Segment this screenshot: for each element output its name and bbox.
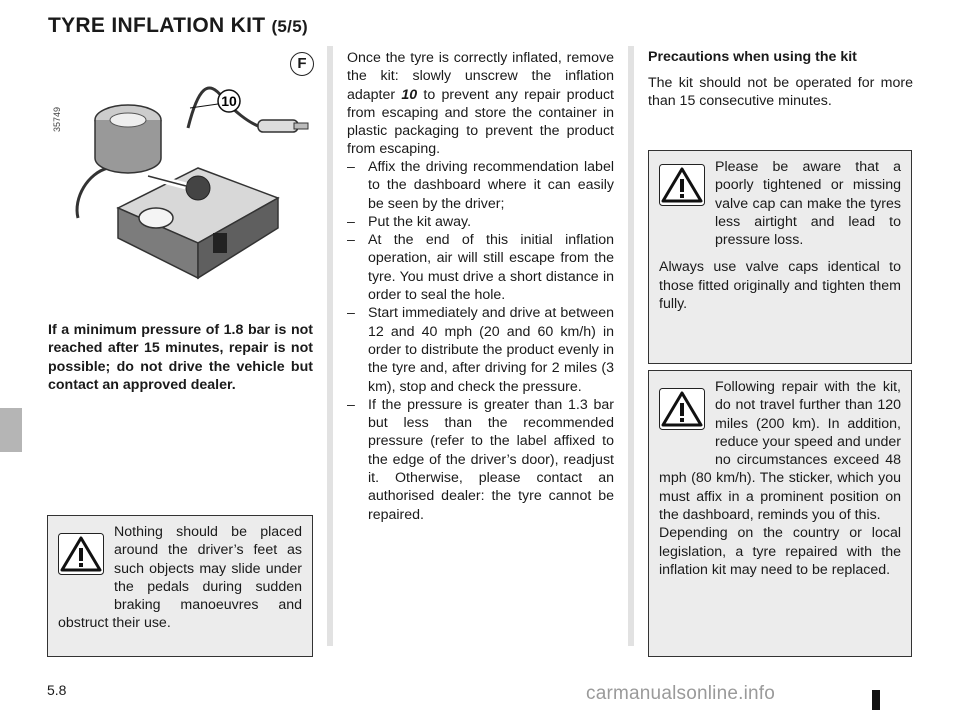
watermark: carmanualsonline.info (586, 683, 776, 704)
page-number: 5.8 (47, 682, 67, 698)
warning-box-valve-caps (648, 150, 912, 364)
column-divider (628, 46, 634, 646)
warning-box-text: Depending on the country or local legislation, a tyre repaired with the inflation kit may need to be replaced. (659, 525, 901, 578)
plug (258, 120, 298, 132)
container-label (110, 113, 146, 127)
page-title: TYRE INFLATION KIT (5/5) (48, 14, 308, 37)
callout-label: 10 (221, 93, 237, 109)
pressure-gauge (139, 208, 173, 228)
column-divider (327, 46, 333, 646)
warning-triangle-icon (659, 378, 715, 456)
compressor-socket (186, 176, 210, 200)
figure-id: 35749 (52, 106, 62, 132)
note-box-driver-feet (47, 515, 313, 657)
list-item: – If the pressure is greater than 1.3 bar but less than the recommended pressure (refer to the label affixed to the edge of the driver’s door), readjust it. Otherwise, please contact an authorised dealer: the tyre cannot be repaired. (347, 396, 614, 523)
procedure-list (347, 158, 614, 524)
list-item: – Start immediately and drive at between 12 and 40 mph (20 and 60 km/h) in order to distribute the product evenly in the tyre and, after driving for 2 miles (3 km), stop and check the pressure. (347, 305, 614, 395)
section-tab (0, 408, 22, 452)
warning-triangle-icon (659, 158, 715, 236)
figure-badge: F (290, 52, 314, 76)
note-box-text: Nothing should be placed around the driver’s feet as such objects may slide under the pedals during sudden braking manoeuvres and obstruct their use. (58, 524, 302, 632)
warning-box-text: Following repair with the kit, do not travel further than 120 miles (200 km). In addition, reduce your speed and under no circumstances exceed 48 mph (80 km/h). The sticker, which you must affix in a prominent position on the dashboard, reminds you of this. (659, 379, 901, 524)
warning-box-after-repair (648, 370, 912, 657)
list-item: – Affix the driving recommendation label to the dashboard where it can easily be seen by the driver; (347, 159, 614, 212)
warning-box-text: Please be aware that a poorly tightened or missing valve cap can make the tyres less airtight and lead to pressure loss. (715, 159, 901, 249)
list-item: – At the end of this initial inflation operation, air will still escape from the tyre. You must drive a short distance in order to seal the hole. (347, 232, 614, 304)
page-subtitle: (5/5) (271, 17, 308, 36)
power-switch (213, 233, 227, 253)
list-item: – Put the kit away. (347, 213, 472, 230)
precautions-text: The kit should not be operated for more than 15 consecutive minutes. (648, 75, 913, 110)
removal-instructions: Once the tyre is correctly inflated, remove the kit: slowly unscrew the inflation adapter 10 to prevent any repair product from escaping and store the container in plastic packaging to prevent the product from escaping. (347, 50, 614, 158)
corner-mark (872, 690, 880, 710)
container-body (95, 120, 161, 173)
precautions-heading: Precautions when using the kit (648, 49, 857, 65)
warning-triangle-icon (58, 523, 114, 601)
plug-tip (294, 123, 308, 129)
hose-2 (77, 168, 108, 218)
warning-box-text: Always use valve caps identical to those fitted originally and tighten them fully. (659, 259, 901, 313)
adapter-ref: 10 (401, 86, 418, 103)
left-warning-text: If a minimum pressure of 1.8 bar is not reached after 15 minutes, repair is not possible; do not drive the vehicle but contact an approved dealer. (48, 322, 313, 393)
inflation-kit-illustration (48, 48, 316, 298)
